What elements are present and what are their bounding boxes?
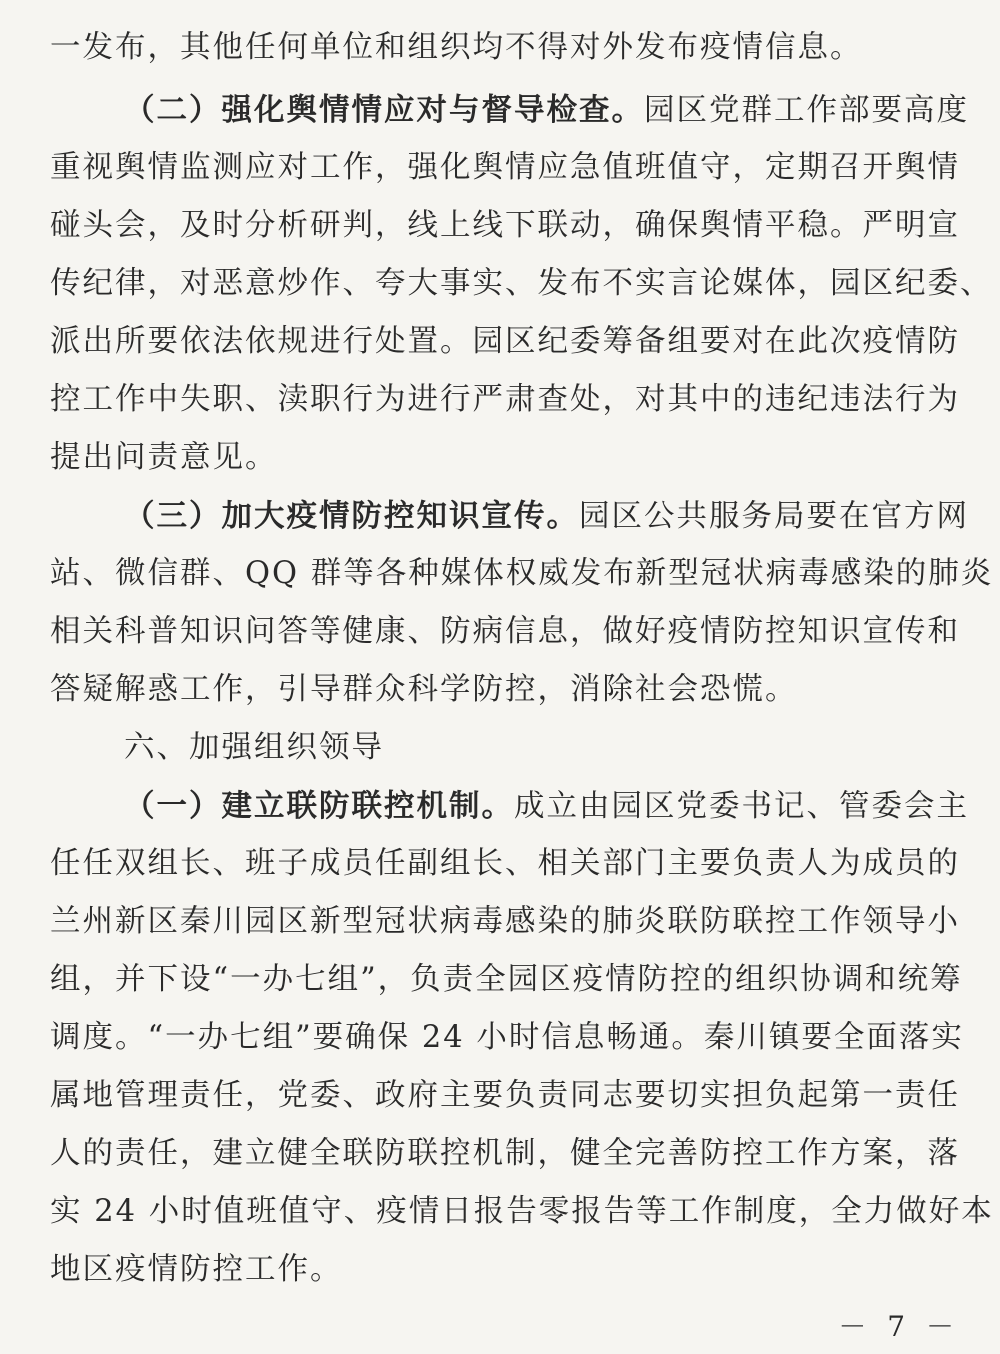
page-number: － 7 － [838,1310,960,1343]
text-line: 站、微信群、QQ 群等各种媒体权威发布新型冠状病毒感染的肺炎 [50,556,994,591]
text-line: 提出问责意见。 [50,440,278,475]
text-line: 兰州新区秦川园区新型冠状病毒感染的肺炎联防联控工作领导小 [50,904,960,939]
text-line: 控工作中失职、渎职行为进行严肃查处，对其中的违纪违法行为 [50,382,960,417]
text-line: 调度。“一办七组”要确保 24 小时信息畅通。秦川镇要全面落实 [50,1020,964,1055]
text-line: 碰头会，及时分析研判，线上线下联动，确保舆情平稳。严明宣 [50,208,960,243]
paragraph-first-line [50,90,969,131]
text-line: 地区疫情防控工作。 [50,1252,343,1287]
paragraph-heading: （三）加大疫情防控知识宣传。 [124,498,579,534]
text-line: 实 24 小时值班值守、疫情日报告零报告等工作制度，全力做好本 [50,1194,994,1229]
text-line: 人的责任，建立健全联防联控机制，健全完善防控工作方案，落 [50,1136,960,1171]
text-line: 答疑解惑工作，引导群众科学防控，消除社会恐慌。 [50,672,798,707]
paragraph-first-line [50,786,969,827]
text-line: 传纪律，对恶意炒作、夸大事实、发布不实言论媒体，园区纪委、 [50,266,993,301]
text-line: 成立由园区党委书记、管委会主 [514,789,969,824]
paragraph-heading: （二）强化舆情情应对与督导检查。 [124,92,644,128]
text-line: 相关科普知识问答等健康、防病信息，做好疫情防控知识宣传和 [50,614,960,649]
text-line: 一发布，其他任何单位和组织均不得对外发布疫情信息。 [50,30,863,65]
text-line: 属地管理责任，党委、政府主要负责同志要切实担负起第一责任 [50,1078,960,1113]
text-line: 重视舆情监测应对工作，强化舆情应急值班值守，定期召开舆情 [50,150,960,185]
text-line: 派出所要依法依规进行处置。园区纪委筹备组要对在此次疫情防 [50,324,960,359]
section-heading: 六、加强组织领导 [124,730,384,765]
text-line: 园区党群工作部要高度 [644,93,969,128]
text-line: 任任双组长、班子成员任副组长、相关部门主要负责人为成员的 [50,846,960,881]
text-line: 组，并下设“一办七组”，负责全园区疫情防控的组织协调和统筹 [50,962,963,997]
paragraph-heading: （一）建立联防联控机制。 [124,788,514,824]
paragraph-first-line [50,496,969,537]
text-line: 园区公共服务局要在官方网 [579,499,969,534]
